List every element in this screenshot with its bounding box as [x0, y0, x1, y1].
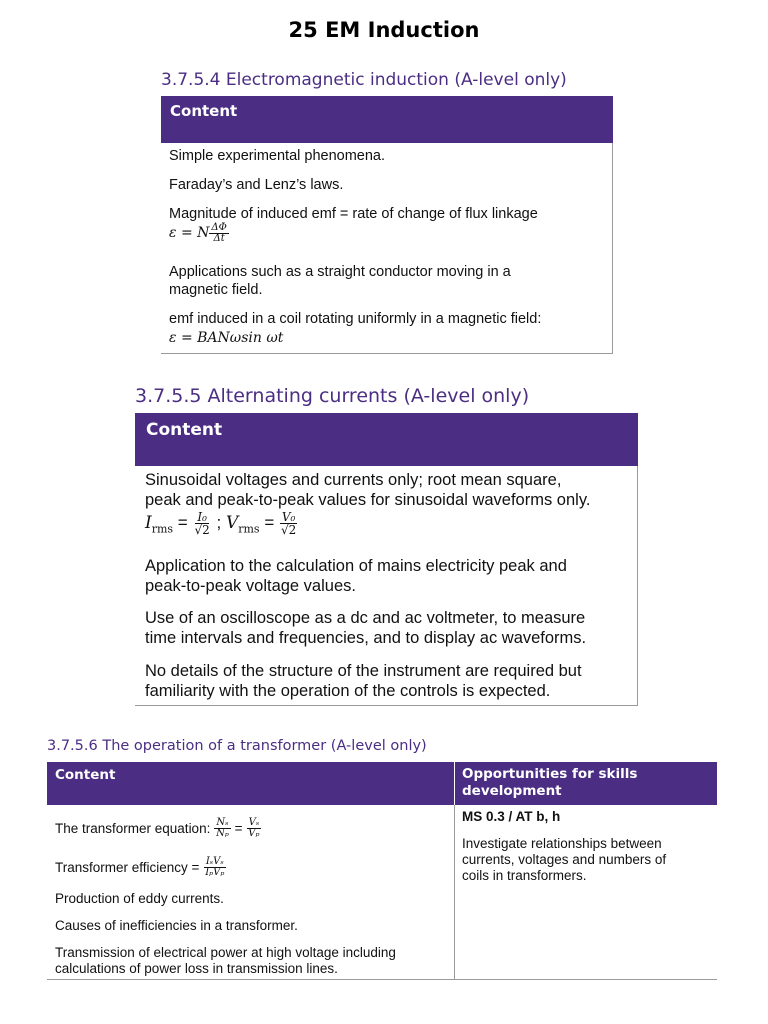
skills-paragraph: Investigate relationships between: [462, 836, 662, 851]
content-header-bar: [47, 762, 454, 805]
equals-sign: =: [264, 512, 275, 532]
skills-header-label: Opportunities for skills development: [462, 766, 638, 799]
faraday-equation: [169, 223, 229, 244]
fraction-numerator: Nₛ: [216, 817, 229, 828]
separator: ;: [216, 512, 222, 532]
rms-equation: [145, 511, 298, 536]
fraction-numerator: IₛVₛ: [205, 856, 224, 867]
skills-code: MS 0.3 / AT b, h: [462, 809, 561, 824]
content-header-bar: [161, 96, 613, 143]
skills-paragraph: currents, voltages and numbers of: [462, 852, 667, 867]
content-paragraph: magnetic field.: [169, 282, 263, 298]
content-header-label: Content: [55, 767, 116, 783]
fraction-denominator: Δt: [213, 233, 225, 244]
transformer-equation-label: The transformer equation:: [55, 821, 211, 836]
equation-fraction: [246, 818, 261, 839]
irms-symbol: I: [145, 512, 152, 533]
content-paragraph: Faraday’s and Lenz’s laws.: [169, 177, 344, 193]
fraction-denominator: √2: [280, 523, 297, 537]
table-bottom-border: [47, 979, 717, 980]
fraction-numerator: I₀: [197, 510, 207, 524]
fraction-denominator: Vₚ: [248, 828, 260, 839]
content-paragraph: Simple experimental phenomena.: [169, 148, 386, 164]
content-paragraph: emf induced in a coil rotating uniformly in a magnetic field:: [169, 311, 542, 327]
rms-subscript: rms: [151, 522, 174, 536]
content-paragraph: Use of an oscilloscope as a dc and ac voltmeter, to measure: [145, 609, 586, 627]
content-paragraph: familiarity with the operation of the controls is expected.: [145, 682, 551, 700]
content-header-bar: [135, 413, 638, 466]
content-paragraph: calculations of power loss in transmission lines.: [55, 961, 338, 976]
equation-lhs: ε = N: [169, 225, 210, 242]
section-heading-alternating-currents: 3.7.5.5 Alternating currents (A-level only): [135, 385, 530, 407]
content-paragraph: peak and peak-to-peak values for sinusoidal waveforms only.: [145, 491, 591, 509]
column-divider: [454, 805, 455, 980]
section-heading-transformer: 3.7.5.6 The operation of a transformer (A-level only): [47, 738, 427, 754]
equation-fraction: [192, 511, 211, 536]
equals-sign: =: [177, 512, 188, 532]
content-paragraph: Production of eddy currents.: [55, 891, 224, 906]
efficiency-equation-row: [55, 857, 226, 878]
content-paragraph: Sinusoidal voltages and currents only; root mean square,: [145, 471, 562, 489]
content-paragraph: Magnitude of induced emf = rate of change of flux linkage: [169, 206, 538, 222]
content-paragraph: No details of the structure of the instrument are required but: [145, 662, 582, 680]
fraction-denominator: IₚVₚ: [205, 867, 225, 878]
content-header-label: Content: [170, 102, 238, 120]
efficiency-label: Transformer efficiency =: [55, 860, 200, 875]
equation-fraction: [214, 818, 231, 839]
page-title: 25 EM Induction: [288, 18, 480, 42]
equation-fraction: [203, 857, 226, 878]
fraction-numerator: V₀: [281, 510, 296, 524]
skills-header-bar: [455, 762, 717, 805]
vrms-symbol: V: [225, 512, 239, 533]
fraction-numerator: ΔΦ: [211, 222, 227, 233]
rms-subscript: rms: [238, 522, 260, 536]
content-paragraph: Causes of inefficiencies in a transformer.: [55, 918, 298, 933]
section-heading-electromagnetic-induction: 3.7.5.4 Electromagnetic induction (A-level only): [161, 70, 567, 90]
transformer-equation-row: The transformer equation: $\frac{\text{Nₛ}}{\text{Nₚ}}$ = $\frac{\text{Vₛ}}{\text{Vₚ}}$: [55, 817, 260, 839]
fraction-denominator: √2: [194, 523, 210, 537]
content-paragraph: Applications such as a straight conductor moving in a: [169, 264, 511, 280]
content-paragraph: time intervals and frequencies, and to display ac waveforms.: [145, 629, 587, 647]
skills-paragraph: coils in transformers.: [462, 868, 587, 883]
content-paragraph: Application to the calculation of mains electricity peak and: [145, 557, 567, 575]
equation-fraction: [279, 511, 298, 536]
content-paragraph: Transmission of electrical power at high voltage including: [55, 945, 396, 960]
content-header-label: Content: [146, 420, 223, 440]
fraction-numerator: Vₛ: [248, 817, 260, 828]
equation-fraction: [209, 223, 228, 244]
fraction-denominator: Nₚ: [216, 828, 229, 839]
rotating-coil-equation: ε = BANωsin ωt: [169, 330, 284, 346]
content-paragraph: peak-to-peak voltage values.: [145, 577, 356, 595]
